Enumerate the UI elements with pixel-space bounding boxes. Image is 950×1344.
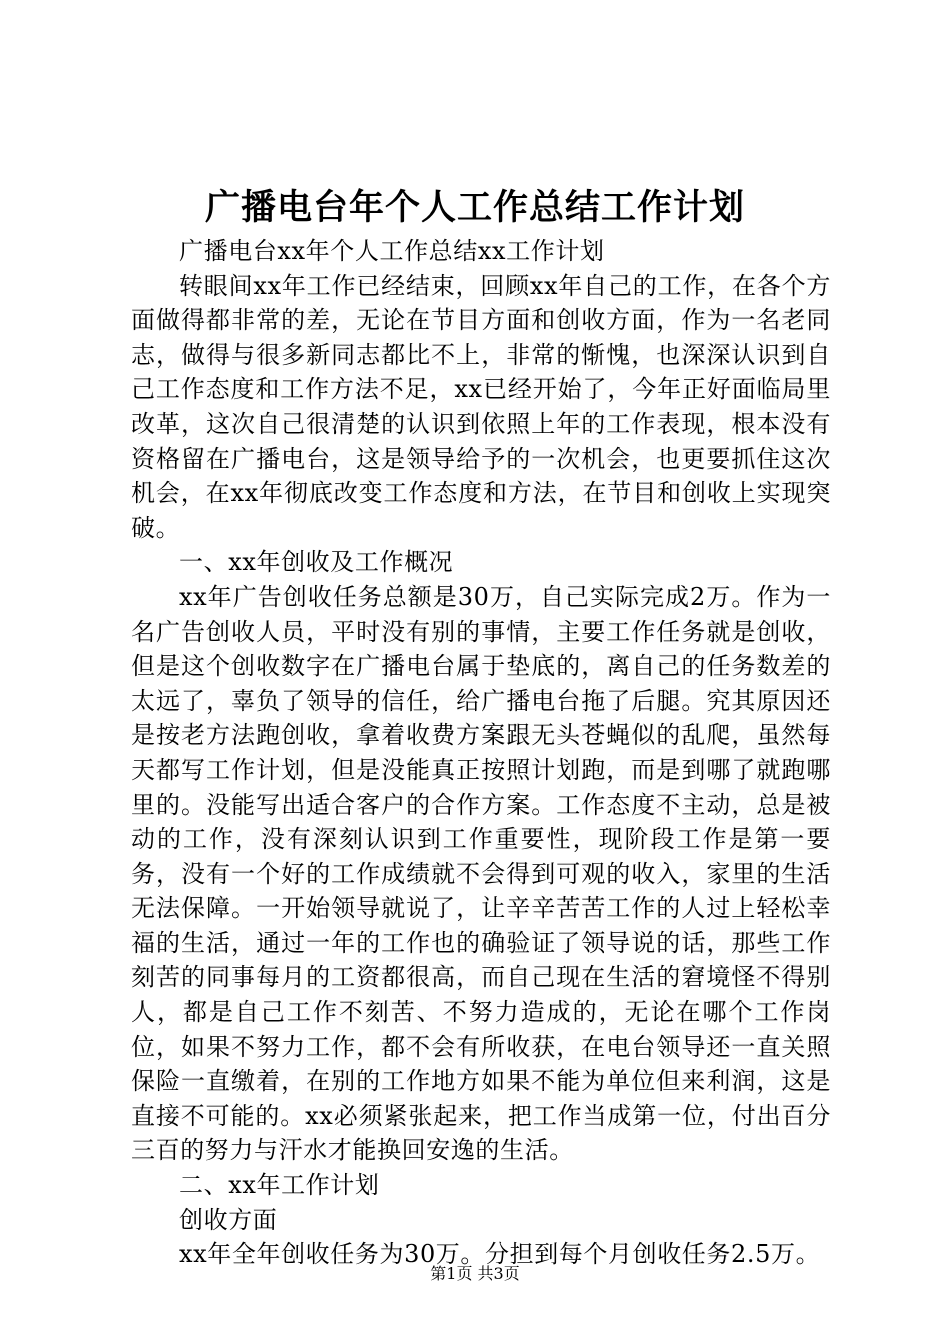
page-footer: 第1页 共3页 [430,1264,520,1283]
subsection-heading: 创收方面 [179,1205,278,1234]
paragraph-plan: xx年全年创收任务为30万。分担到每个月创收任务2.5万。 [179,1240,821,1269]
paragraph-subtitle: 广播电台xx年个人工作总结xx工作计划 [179,237,605,265]
section-heading-1: 一、xx年创收及工作概况 [179,548,454,577]
paragraph-overview: xx年广告创收任务总额是30万，自己实际完成2万。作为一名广告创收人员，平时没有别的事情，主要工作任务就是创收，但是这个创收数字在广播电台属于垫底的，离自己的任务数差的太远了，辜负了领导的信任，给广播电台拖了后腿。究其原因还是按老方法跑创收，拿着收费方案跟无头苍蝇似的乱爬，虽然每天都写工作计划，但是没能真正按照计划跑，而是到哪了就跑哪里的。没能写出适合客户的合作方案。工作态度不主动，总是被动的工作，没有深刻认识到工作重要性，现阶段工作是第一要务，没有一个好的工作成绩就不会得到可观的收入，家里的生活无法保障。一开始领导就说了，让辛辛苦苦工作的人过上轻松幸福的生活，通过一年的工作也的确验证了领导说的话，那些工作刻苦的同事每月的工资都很高，而自己现在生活的窘境怪不得别人，都是自己工作不刻苦、不努力造成的，无论在哪个工作岗位，如果不努力工作，都不会有所收获，在电台领导还一直关照保险一直缴着，在别的工作地方如果不能为单位但来利润，这是直接不可能的。xx必须紧张起来，把工作当成第一位，付出百分三百的努力与汗水才能换回安逸的生活。 [131,582,831,1165]
document-title: 广播电台年个人工作总结工作计划 [204,187,745,228]
section-heading-2: 二、xx年工作计划 [179,1171,380,1200]
paragraph-intro: 转眼间xx年工作已经结束，回顾xx年自己的工作，在各个方面做得都非常的差，无论在节目方面和创收方面，作为一名老同志，做得与很多新同志都比不上，非常的惭愧，也深深认识到自己工作态度和工作方法不足，xx已经开始了，今年正好面临局里改革，这次自己很清楚的认识到依照上年的工作表现，根本没有资格留在广播电台，这是领导给予的一次机会，也更要抓住这次机会，在xx年彻底改变工作态度和方法，在节目和创收上实现突破。 [131,271,831,542]
document-body [131,234,831,1272]
